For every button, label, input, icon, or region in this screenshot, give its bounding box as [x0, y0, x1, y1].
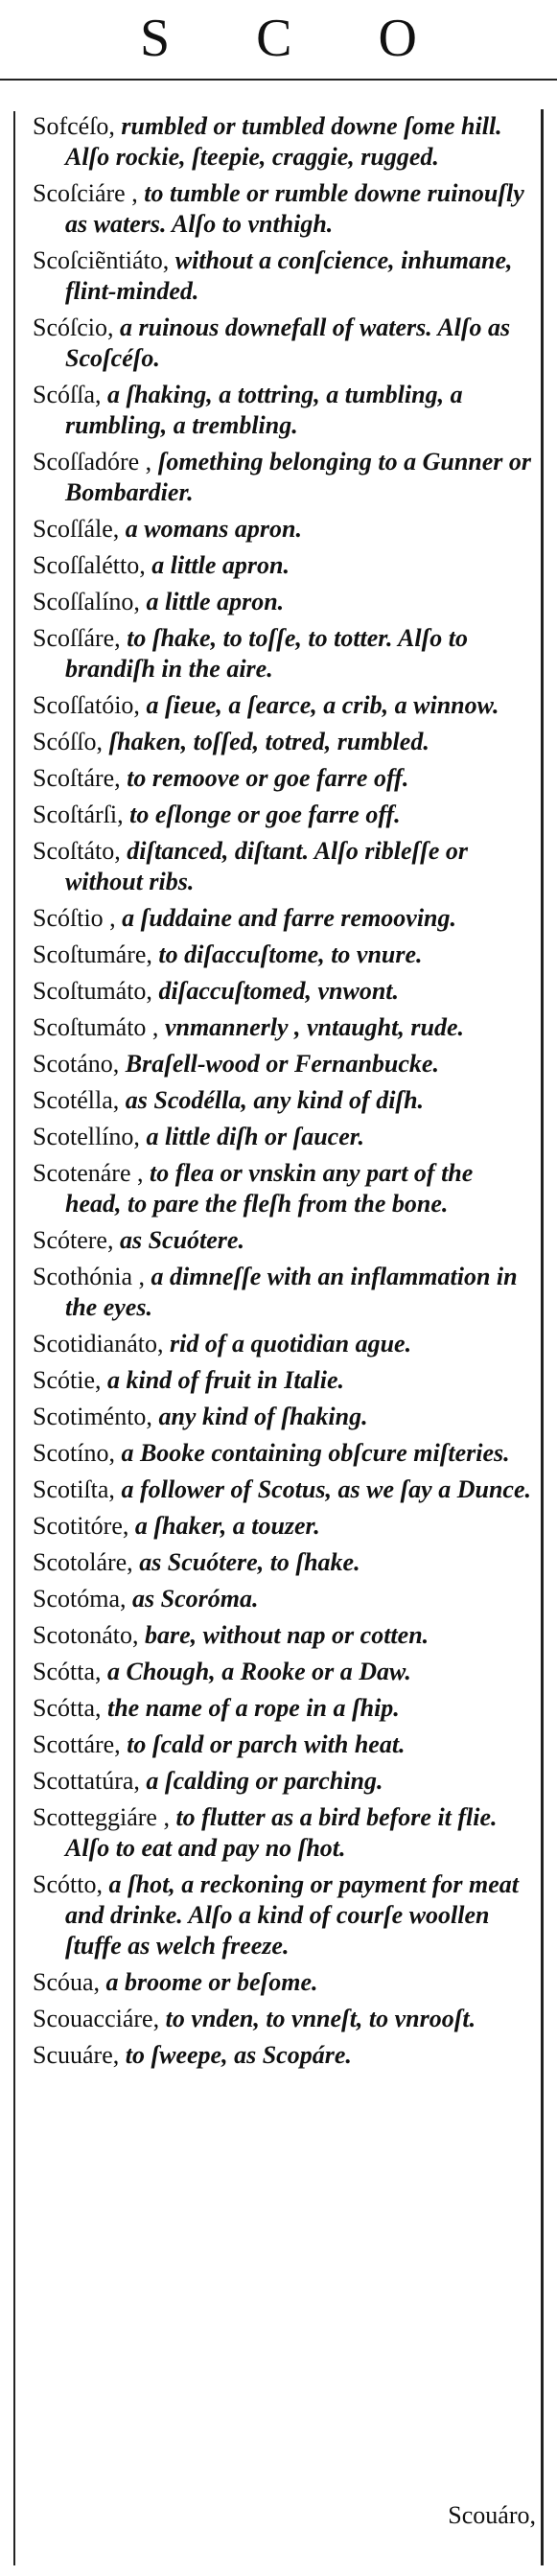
entry-definition: a ruinous downefall of waters. Alſo as Scoſcéſo. — [65, 313, 511, 372]
dictionary-entry — [33, 447, 533, 508]
dictionary-entry — [33, 1262, 533, 1323]
entry-headword: Scoſtumáto, — [33, 977, 152, 1005]
entry-headword: Scotiménto, — [33, 1403, 152, 1430]
entry-definition: a kind of fruit in Italie. — [107, 1366, 345, 1394]
dictionary-column — [0, 79, 557, 2576]
entry-headword: Scoſſáre, — [33, 624, 121, 652]
dictionary-entry — [33, 1869, 533, 1961]
dictionary-entry — [33, 1049, 533, 1079]
entry-headword: Scuuáre, — [33, 2041, 120, 2069]
entry-headword: Scotteggiáre , — [33, 1803, 170, 1831]
entry-headword: Scoſſatóio, — [33, 691, 140, 719]
dictionary-entry — [33, 2040, 533, 2071]
entry-definition: to eſlonge or goe farre off. — [129, 801, 401, 828]
entry-headword: Scoſtáto, — [33, 837, 121, 865]
dictionary-entry — [33, 1584, 533, 1614]
dictionary-entry — [33, 1729, 533, 1760]
catchword: Scouáro, — [448, 2501, 536, 2529]
dictionary-entry — [33, 836, 533, 897]
entry-headword: Scothónia , — [33, 1263, 145, 1290]
entry-headword: Scoſtárſi, — [33, 801, 124, 828]
entry-definition: to vnden, to vnneſt, to vnrooſt. — [165, 2005, 476, 2032]
dictionary-entry — [33, 1657, 533, 1687]
entry-definition: bare, without nap or cotten. — [145, 1621, 429, 1649]
entry-definition: to tumble or rumble downe ruinouſly as waters. Alſo to vnthigh. — [65, 179, 524, 238]
entry-definition: any kind of ſhaking. — [158, 1403, 368, 1430]
entry-definition: a ſhaking, a tottring, a tumbling, a rumbling, a trembling. — [65, 381, 463, 439]
dictionary-entry — [33, 1967, 533, 1998]
entry-headword: Scoſtumáto , — [33, 1013, 159, 1041]
entry-headword: Scoſciáre , — [33, 179, 138, 207]
dictionary-entry — [33, 763, 533, 794]
entry-definition: a Booke containing obſcure miſteries. — [121, 1439, 510, 1467]
dictionary-entry — [33, 623, 533, 685]
entry-definition: as Scodélla, any kind of diſh. — [125, 1086, 425, 1114]
entry-headword: Scóſcio, — [33, 313, 114, 341]
entry-definition: to diſaccuſtome, to vnure. — [158, 940, 423, 968]
entry-definition: as Scuótere, to ſhake. — [139, 1548, 360, 1576]
entry-definition: rid of a quotidian ague. — [169, 1330, 412, 1358]
entry-definition: a ſieue, a ſearce, a crib, a winnow. — [146, 691, 499, 719]
entry-headword: Scóua, — [33, 1968, 101, 1996]
entry-definition: a follower of Scotus, as we ſay a Dunce. — [121, 1475, 531, 1503]
entry-headword: Scotóma, — [33, 1585, 127, 1613]
dictionary-entry — [33, 245, 533, 307]
entry-definition: to flea or vnskin any part of the head, to pare the fleſh from the bone. — [65, 1159, 474, 1218]
entry-list — [33, 111, 533, 2077]
dictionary-entry — [33, 587, 533, 617]
dictionary-entry — [33, 550, 533, 581]
dictionary-entry — [33, 1766, 533, 1797]
entry-definition: as Scuótere. — [119, 1226, 244, 1254]
dictionary-entry — [33, 1158, 533, 1219]
right-column-rule — [541, 109, 544, 2565]
entry-headword: Scoſſalétto, — [33, 551, 146, 579]
entry-definition: to ſhake, to toſſe, to totter. Alſo to brandiſh in the aire. — [65, 624, 468, 683]
entry-definition: a ſhot, a reckoning or payment for meat and drinke. Alſo a kind of courſe woollen ſtuffe as welch freeze. — [65, 1870, 520, 1960]
entry-headword: Scotáno, — [33, 1050, 120, 1078]
dictionary-entry — [33, 1693, 533, 1724]
entry-headword: Sofcéſo, — [33, 112, 115, 140]
entry-headword: Scottáre, — [33, 1730, 121, 1758]
entry-headword: Scóſſo, — [33, 728, 103, 755]
dictionary-entry — [33, 1547, 533, 1578]
entry-headword: Scótie, — [33, 1366, 102, 1394]
entry-definition: diſtanced, diſtant. Alſo ribleſſe or without ribs. — [65, 837, 468, 895]
dictionary-entry — [33, 1225, 533, 1256]
entry-headword: Scótere, — [33, 1226, 114, 1254]
dictionary-entry — [33, 690, 533, 721]
entry-definition: to flutter as a bird before it flie. Alſo to eat and pay no ſhot. — [65, 1803, 498, 1862]
entry-headword: Scotiſta, — [33, 1475, 115, 1503]
dictionary-entry — [33, 903, 533, 934]
entry-definition: a little diſh or ſaucer. — [146, 1123, 364, 1150]
entry-headword: Scotidianáto, — [33, 1330, 164, 1358]
entry-headword: Scoſſalíno, — [33, 588, 140, 615]
entry-headword: Scoſſále, — [33, 515, 120, 543]
entry-headword: Scottatúra, — [33, 1767, 140, 1795]
entry-definition: a broome or beſome. — [105, 1968, 318, 1996]
dictionary-entry — [33, 1802, 533, 1864]
dictionary-entry — [33, 940, 533, 970]
entry-headword: Scotoláre, — [33, 1548, 133, 1576]
dictionary-entry — [33, 1474, 533, 1505]
dictionary-entry — [33, 1402, 533, 1432]
dictionary-entry — [33, 1365, 533, 1396]
entry-headword: Scotellíno, — [33, 1123, 140, 1150]
dictionary-entry — [33, 1511, 533, 1542]
entry-definition: a dimneſſe with an inflammation in the eyes. — [65, 1263, 518, 1321]
dictionary-entry — [33, 1122, 533, 1152]
dictionary-entry — [33, 111, 533, 173]
dictionary-entry — [33, 178, 533, 240]
entry-definition: to remoove or goe farre off. — [127, 764, 409, 792]
entry-definition: ſhaken, toſſed, totred, rumbled. — [108, 728, 429, 755]
entry-headword: Scoſtáre, — [33, 764, 121, 792]
dictionary-entry — [33, 2004, 533, 2034]
entry-headword: Scotélla, — [33, 1086, 120, 1114]
entry-headword: Scoſtumáre, — [33, 940, 152, 968]
dictionary-entry — [33, 976, 533, 1007]
entry-definition: a Chough, a Rooke or a Daw. — [107, 1658, 411, 1685]
entry-definition: diſaccuſtomed, vnwont. — [158, 977, 400, 1005]
entry-headword: Scótta, — [33, 1694, 102, 1722]
dictionary-entry — [33, 1085, 533, 1116]
entry-definition: a ſhaker, a touzer. — [134, 1512, 320, 1540]
entry-headword: Scotíno, — [33, 1439, 115, 1467]
entry-definition: Braſell-wood or Fernanbucke. — [125, 1050, 439, 1078]
entry-headword: Scotonáto, — [33, 1621, 139, 1649]
dictionary-entry — [33, 727, 533, 757]
entry-headword: Scoſſadóre , — [33, 448, 152, 476]
entry-headword: Scotitóre, — [33, 1512, 129, 1540]
dictionary-entry — [33, 1438, 533, 1469]
dictionary-entry — [33, 380, 533, 441]
entry-definition: as Scoróma. — [132, 1585, 259, 1613]
entry-definition: a ſuddaine and farre remooving. — [122, 904, 457, 932]
entry-definition: a little apron. — [151, 551, 290, 579]
entry-definition: a womans apron. — [125, 515, 302, 543]
entry-headword: Scouacciáre, — [33, 2005, 160, 2032]
dictionary-entry — [33, 1329, 533, 1359]
page-title: S C O — [140, 9, 453, 68]
entry-definition: rumbled or tumbled downe ſome hill. Alſo rockie, ſteepie, craggie, rugged. — [65, 112, 502, 171]
entry-definition: to ſcald or parch with heat. — [127, 1730, 406, 1758]
entry-headword: Scotenáre , — [33, 1159, 144, 1187]
entry-definition: a ſcalding or parching. — [146, 1767, 383, 1795]
dictionary-entry — [33, 1620, 533, 1651]
dictionary-entry — [33, 514, 533, 545]
entry-definition: to ſweepe, as Scopáre. — [125, 2041, 352, 2069]
entry-headword: Scoſciẽntiáto, — [33, 246, 170, 274]
dictionary-entry — [33, 313, 533, 374]
entry-headword: Scótto, — [33, 1870, 103, 1898]
entry-definition: ſomething belonging to a Gunner or Bombardier. — [65, 448, 532, 506]
entry-headword: Scótta, — [33, 1658, 102, 1685]
dictionary-entry — [33, 1012, 533, 1043]
left-column-rule — [13, 111, 15, 2565]
entry-headword: Scóſſa, — [33, 381, 102, 408]
entry-headword: Scóſtio , — [33, 904, 116, 932]
entry-definition: vnmannerly , vntaught, rude. — [164, 1013, 464, 1041]
entry-definition: a little apron. — [146, 588, 285, 615]
page-header — [0, 0, 557, 81]
dictionary-entry — [33, 800, 533, 830]
entry-definition: without a conſcience, inhumane, flint-minded. — [65, 246, 513, 305]
entry-definition: the name of a rope in a ſhip. — [107, 1694, 400, 1722]
